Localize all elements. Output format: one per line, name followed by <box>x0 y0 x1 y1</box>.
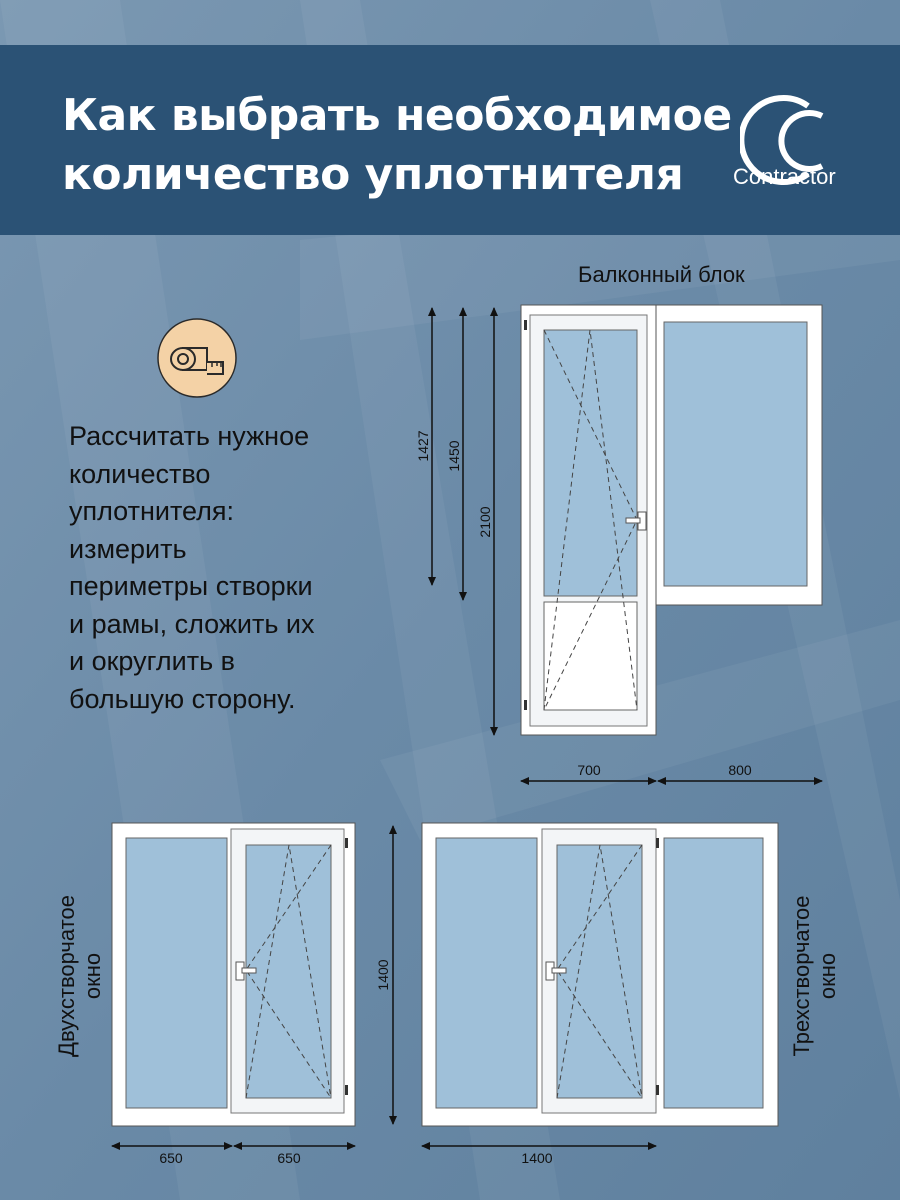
instruction-line: количество <box>69 458 211 489</box>
balcony-dim-1450: 1450 <box>446 440 462 472</box>
instruction-line: и рамы, сложить их <box>69 608 315 639</box>
balcony-block <box>415 305 822 781</box>
balcony-dim-1427: 1427 <box>415 430 431 462</box>
double-window-caption <box>54 886 106 1066</box>
instruction-line: периметры створки <box>69 571 313 601</box>
title-line-1: Как выбрать необходимое <box>62 90 732 141</box>
double-window <box>112 823 393 1166</box>
balcony-dim-2100: 2100 <box>477 506 493 538</box>
triple-window <box>422 823 778 1166</box>
instruction-line: и округлить в <box>69 646 235 676</box>
instruction-line: уплотнителя: <box>69 496 235 526</box>
balcony-dim-700: 700 <box>577 762 601 778</box>
instruction-line: большую сторону. <box>69 683 296 714</box>
triple-window-caption <box>789 886 841 1066</box>
title-line-2: количество уплотнителя <box>62 149 684 200</box>
instruction-line: Рассчитать нужное <box>69 421 310 451</box>
instruction-line: измерить <box>69 533 187 564</box>
double-caption-line-2: окно <box>80 952 105 1000</box>
triple-caption-line-1: Трехстворчатое <box>789 895 814 1057</box>
triple-caption-line-2: окно <box>815 952 840 1000</box>
window-dim-1400-height: 1400 <box>375 959 391 991</box>
double-dim-650-right: 650 <box>277 1150 301 1166</box>
balcony-dim-800: 800 <box>728 762 752 778</box>
triple-dim-1400: 1400 <box>521 1150 553 1166</box>
double-dim-650-left: 650 <box>159 1150 183 1166</box>
logo-text: Contractor <box>733 164 836 189</box>
double-caption-line-1: Двухстворчатое <box>54 895 79 1057</box>
balcony-caption: Балконный блок <box>578 262 745 287</box>
